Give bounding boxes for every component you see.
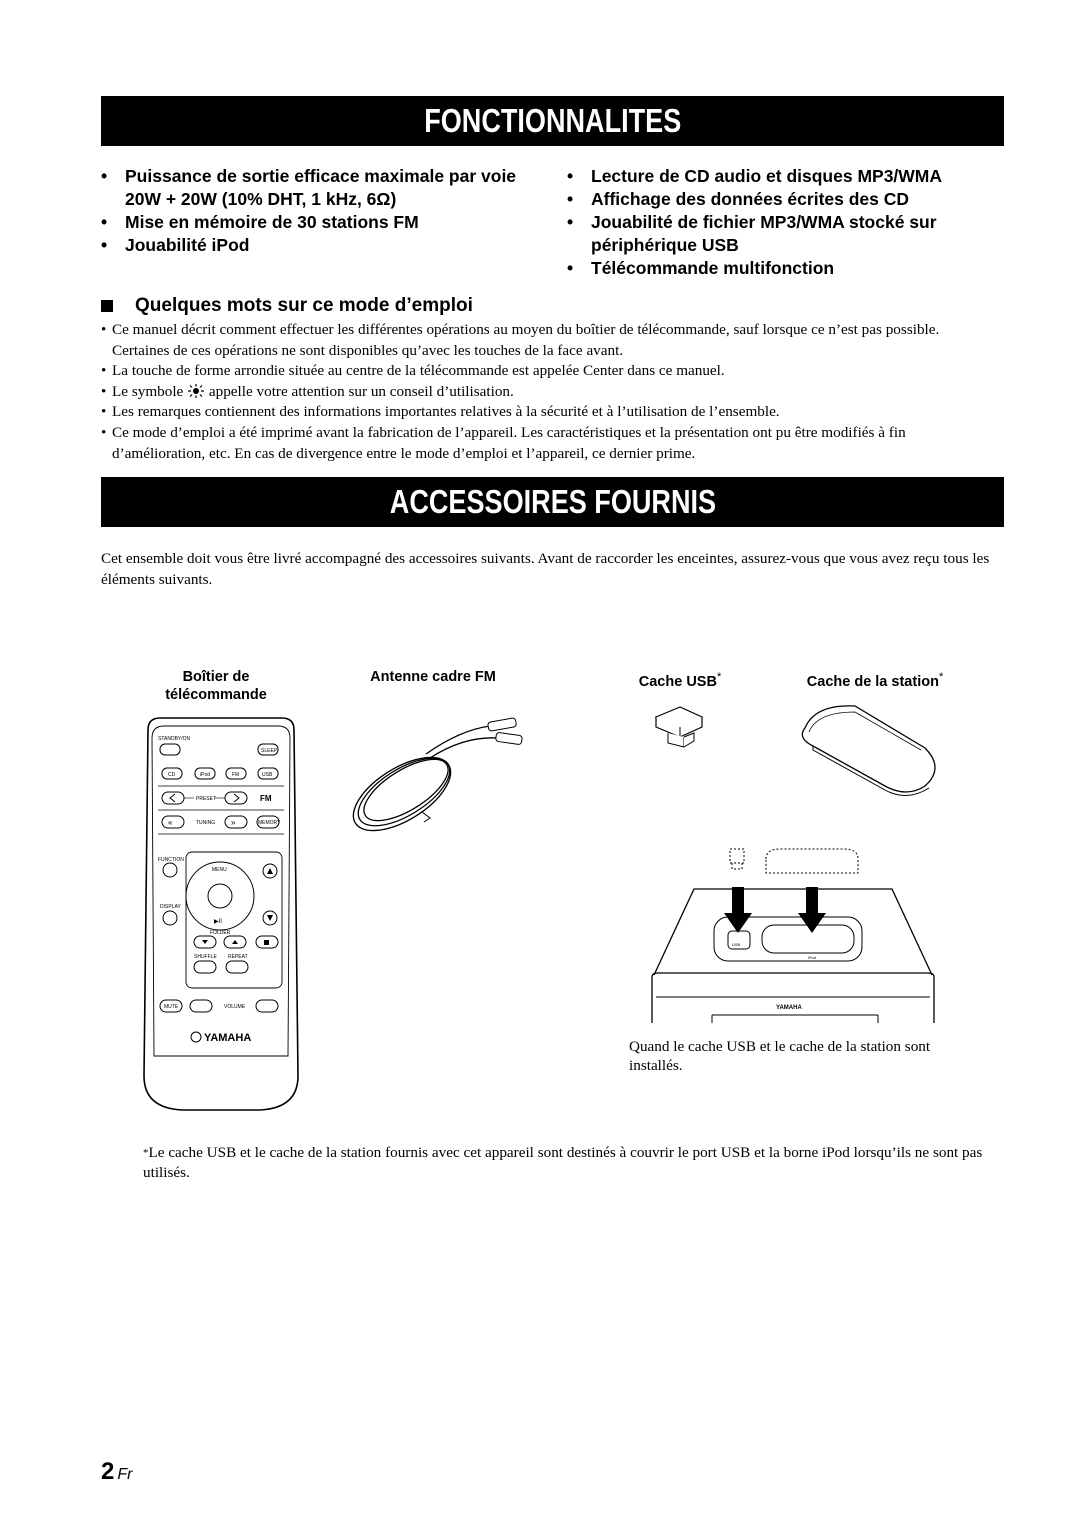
asterisk-mark: *	[716, 671, 722, 683]
remote-repeat-label: REPEAT	[228, 954, 248, 960]
page-number	[101, 1458, 132, 1486]
remote-display-label: DISPLAY	[160, 904, 181, 910]
features-banner	[101, 96, 1004, 146]
svg-text:«: «	[168, 818, 173, 827]
manual-notes-heading	[101, 295, 473, 317]
station-caption: Quand le cache USB et le cache de la station sont installés.	[629, 1038, 931, 1074]
remote-usb-label: USB	[262, 772, 273, 778]
remote-folder-label: FOLDER	[210, 930, 231, 936]
manual-notes-list	[101, 320, 991, 464]
page-language: Fr	[117, 1466, 133, 1483]
tip-suffix: appelle votre attention sur un conseil d’utilisation.	[208, 382, 514, 400]
remote-fm-label: FM	[232, 772, 240, 778]
list-item: • Affichage des données écrites des CD	[567, 188, 987, 211]
remote-shuffle-label: SHUFFLE	[194, 954, 217, 960]
list-item: • Les remarques contiennent des informations importantes relatives à la sécurité et à l’utilisation de l’ensemble.	[101, 402, 991, 423]
footnote-text: Le cache USB et le cache de la station fournis avec cet appareil sont destinés à couvrir le port USB et la borne iPod lorsqu’ils ne sont pas utilisés.	[143, 1144, 983, 1181]
accessories-intro: Cet ensemble doit vous être livré accompagné des accessoires suivants. Avant de raccorder les enceintes, assurez-vous que vous avez reçu tous les éléments suivants.	[101, 550, 990, 588]
station-ipod-label: iPod	[808, 955, 817, 960]
list-item: • Lecture de CD audio et disques MP3/WMA	[567, 165, 987, 188]
remote-control-illustration	[140, 716, 302, 1114]
list-item: • Jouabilité iPod	[101, 234, 521, 257]
accessories-title: ACCESSOIRES FOURNIS	[389, 483, 716, 520]
remote-caption: Boîtier de télécommande	[165, 669, 267, 703]
footnote	[143, 1143, 993, 1183]
features-list-left	[101, 165, 521, 257]
list-item: • Puissance de sortie efficace maximale par voie 20W + 20W (10% DHT, 1 kHz, 6Ω)	[101, 165, 521, 211]
remote-menu-label: MENU	[212, 867, 227, 873]
list-item: • Jouabilité de fichier MP3/WMA stocké sur périphérique USB	[567, 211, 987, 257]
remote-cd-label: CD	[168, 772, 176, 778]
features-title: FONCTIONNALITES	[423, 102, 682, 139]
asterisk-mark: *	[938, 671, 944, 683]
remote-memory-label: MEMORY	[258, 820, 281, 826]
tip-lightbulb-icon	[187, 384, 205, 398]
remote-mute-label: MUTE	[164, 1004, 179, 1010]
remote-ipod-label: iPod	[200, 772, 211, 778]
list-item-tip	[101, 382, 991, 403]
square-bullet-icon	[101, 300, 113, 312]
station-cover-label: Cache de la station	[806, 673, 939, 690]
station-cover-caption	[780, 668, 970, 691]
features-list-right	[567, 165, 987, 280]
usb-cover-label: Cache USB	[638, 673, 717, 690]
page-number-value: 2	[101, 1458, 115, 1485]
accessories-banner	[101, 477, 1004, 527]
fm-antenna-illustration	[340, 700, 530, 840]
list-item: • Ce manuel décrit comment effectuer les différentes opérations au moyen du boîtier de télécommande, sauf lorsque ce n’est pas possible. Certaines de ces opérations ne sont disponibles qu’avec les touches de la face avant.	[101, 320, 991, 361]
remote-function-label: FUNCTION	[158, 857, 184, 863]
station-unit-illustration	[648, 845, 938, 1025]
usb-cover-illustration	[650, 705, 710, 750]
remote-volume-label: VOLUME	[224, 1004, 246, 1010]
remote-standby-label: STANDBY/ON	[158, 736, 191, 742]
tip-prefix: Le symbole	[112, 382, 184, 400]
list-item: • Télécommande multifonction	[567, 257, 987, 280]
remote-tuning-label: TUNING	[196, 820, 216, 826]
station-usb-label: USB	[732, 942, 741, 947]
svg-text:»: »	[231, 818, 236, 827]
asterisk-mark: *	[143, 1147, 149, 1159]
remote-brand-label: YAMAHA	[204, 1032, 252, 1044]
manual-notes-title: Quelques mots sur ce mode d’emploi	[135, 295, 473, 316]
usb-cover-caption	[620, 668, 740, 691]
antenna-caption: Antenne cadre FM	[370, 669, 496, 685]
svg-text:▶II: ▶II	[214, 919, 222, 925]
list-item: • Ce mode d’emploi a été imprimé avant la fabrication de l’appareil. Les caractéristiques et la présentation ont pu être modifiés à fin d’amélioration, etc. En cas de divergence entre le mode d’emploi et l’appareil, ce dernier prime.	[101, 423, 991, 464]
list-item: • La touche de forme arrondie située au centre de la télécommande est appelée Center dans ce manuel.	[101, 361, 991, 382]
remote-fm-band-label: FM	[260, 794, 272, 803]
list-item: • Mise en mémoire de 30 stations FM	[101, 211, 521, 234]
remote-sleep-label: SLEEP	[261, 748, 278, 754]
station-brand-label: YAMAHA	[776, 1005, 802, 1011]
remote-preset-label: PRESET	[196, 796, 217, 802]
station-cover-illustration	[795, 698, 950, 798]
